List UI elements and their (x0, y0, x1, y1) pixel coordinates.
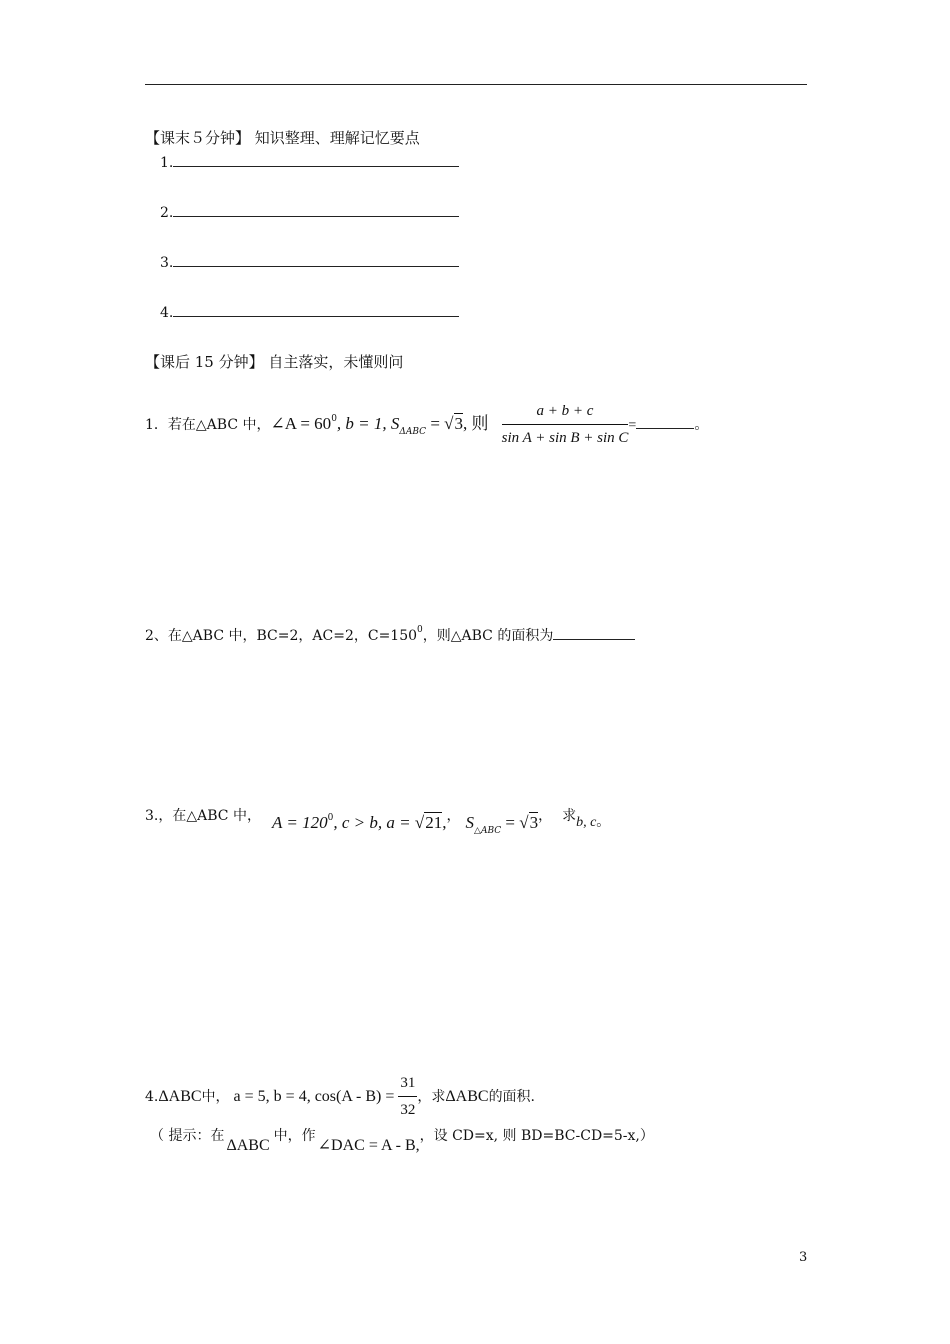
q2-text-2: ，则△ABC 的面积为 (422, 628, 554, 644)
q3-sep: ， (446, 808, 461, 824)
hint-angle: ∠DAC = A - B, (317, 1137, 420, 1154)
q3-vars: b, c (576, 815, 597, 830)
section-title-homework: 【课后 15 分钟】 自主落实，未懂则问 (145, 353, 404, 371)
q4-fraction (398, 1072, 417, 1121)
q4-end: 的面积. (488, 1089, 536, 1105)
q4-triangle: ΔABC (158, 1088, 202, 1105)
hint-mid: 中，作 (273, 1128, 316, 1144)
q3-ask: 求 (562, 808, 577, 824)
q1-sqrt-sign: √ (444, 414, 454, 433)
hint-prefix: （ 提示：在 (150, 1128, 225, 1144)
q3-end: 。 (596, 814, 611, 830)
review-item-3 (160, 255, 459, 271)
q4-triangle-2: ΔABC (445, 1088, 489, 1105)
q1-subscript: ΔABC (399, 427, 427, 437)
q3-math-2: , c > b, a = (333, 813, 415, 832)
question-4 (145, 1072, 535, 1121)
hint-line (150, 1124, 654, 1157)
header-rule (145, 84, 807, 85)
q3-subscript: △ABC (474, 826, 502, 836)
q1-radicand: 3 (454, 414, 464, 433)
q1-fraction (502, 400, 629, 449)
review-item-4 (160, 305, 459, 321)
page-number: 3 (799, 1250, 808, 1265)
q3-radicand-2: 3 (529, 813, 539, 832)
item-number: 1. (160, 155, 174, 171)
q1-tail: , 则 (463, 414, 489, 433)
answer-blank[interactable] (173, 266, 459, 267)
q1-prefix: 1．若在△ABC 中， (145, 417, 271, 433)
q3-sqrt-sign: √ (414, 813, 425, 832)
q2-answer-blank[interactable] (553, 639, 635, 640)
answer-blank[interactable] (173, 216, 459, 217)
q1-degree: 0 (331, 414, 337, 424)
q1-numerator: a + b + c (502, 400, 629, 425)
q3-area-formula (466, 811, 539, 843)
q3-s: S (465, 813, 475, 832)
answer-blank[interactable] (173, 316, 459, 317)
q1-eq1: = 60 (296, 414, 332, 433)
q1-equals: = (628, 418, 637, 433)
q4-ask: ，求 (417, 1089, 446, 1105)
q3-formula (272, 806, 446, 835)
q3-sqrt-sign-2: √ (519, 813, 529, 832)
q2-degree: 0 (417, 625, 423, 635)
q1-angle: ∠A (270, 414, 297, 433)
answer-blank[interactable] (173, 166, 459, 167)
q2-text: 2、在△ABC 中，BC=2，AC=2，C=150 (145, 628, 418, 644)
q3-radicand: 21 (425, 813, 443, 832)
q1-answer-blank[interactable] (636, 428, 694, 429)
q3-degree: 0 (327, 813, 334, 823)
q3-eq: = (501, 813, 520, 832)
review-item-1 (160, 155, 459, 171)
question-2 (145, 625, 635, 645)
q1-eq2: = (426, 414, 445, 433)
review-item-2 (160, 205, 459, 221)
section-title-review: 【课末５分钟】 知识整理、理解记忆要点 (145, 129, 420, 147)
question-1 (145, 400, 708, 449)
item-number: 4. (160, 305, 174, 321)
q4-numerator: 31 (398, 1072, 417, 1097)
q4-math: a = 5, b = 4, cos(A - B) = (233, 1088, 399, 1105)
q3-math-1: A = 120 (272, 813, 328, 832)
hint-triangle: ΔABC (226, 1137, 270, 1154)
q4-prefix: 4. (145, 1089, 159, 1105)
item-number: 3. (160, 255, 174, 271)
q1-end: 。 (694, 417, 709, 433)
question-3 (145, 803, 610, 843)
q3-comma: , (442, 813, 447, 832)
q3-prefix: 3.，在△ABC 中， (145, 808, 261, 824)
q3-sep-2: ， (538, 808, 553, 824)
item-number: 2. (160, 205, 174, 221)
q4-denominator: 32 (400, 1102, 416, 1118)
hint-rest: ，设 CD=x, 则 BD=BC-CD=5-x,） (419, 1128, 654, 1144)
q1-b-and-s: , b = 1, S (336, 414, 400, 433)
q4-mid: 中， (201, 1089, 230, 1105)
q1-denominator: sin A + sin B + sin C (501, 430, 629, 446)
